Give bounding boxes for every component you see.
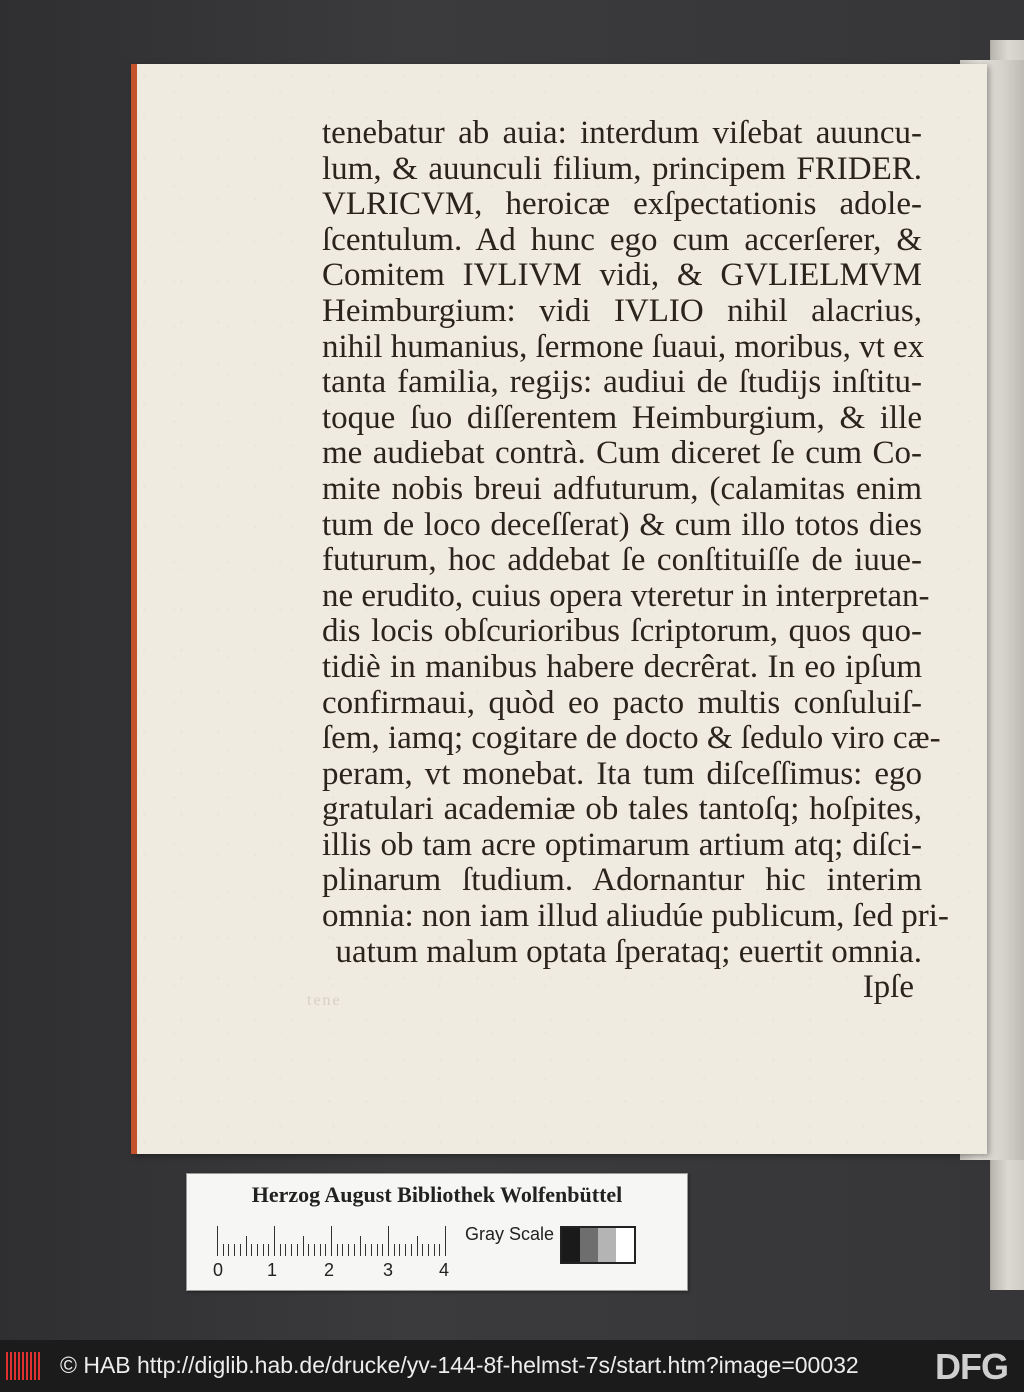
text-line: ſcentulum. Ad hunc ego cum accerſerer, & — [322, 221, 922, 258]
color-reference-card — [186, 1173, 688, 1291]
text-line: mite nobis breui adfuturum, (calamitas enim — [322, 470, 922, 507]
barcode-icon — [6, 1352, 44, 1380]
text-line: tanta familia, regijs: audiui de ſtudijs inſtitu- — [322, 364, 922, 401]
ruler-number-0: 0 — [213, 1260, 224, 1280]
ruler-tick — [394, 1244, 395, 1256]
library-name: Herzog August Bibliothek Wolfenbüttel — [251, 1182, 623, 1207]
ruler-tick — [246, 1236, 247, 1256]
ruler-tick — [268, 1244, 269, 1256]
source-url[interactable]: © HAB http://diglib.hab.de/drucke/yv-144-8f-helmst-7s/start.htm?image=00032 — [60, 1352, 859, 1378]
scale-ruler — [217, 1226, 447, 1256]
ruler-number-4: 4 — [439, 1260, 450, 1280]
ruler-tick — [388, 1226, 389, 1256]
text-line: tidiè in manibus habere decrêrat. In eo ipſum — [322, 648, 922, 685]
ruler-tick — [240, 1244, 241, 1256]
text-line: uatum malum optata ſperataq; euertit omnia. — [335, 933, 922, 970]
ruler-tick — [337, 1244, 338, 1256]
ruler-tick — [274, 1226, 275, 1256]
ruler-tick — [257, 1244, 258, 1256]
ruler-number-1: 1 — [267, 1260, 278, 1280]
gray-scale-swatches — [560, 1226, 636, 1264]
ruler-tick — [263, 1244, 264, 1256]
bleed-through-text: tene — [307, 992, 342, 1009]
text-line: ne erudito, cuius opera vteretur in interpretan- — [322, 577, 930, 614]
ruler-tick — [308, 1244, 309, 1256]
text-line: plinarum ſtudium. Adornantur hic interim — [322, 862, 922, 899]
ruler-tick — [228, 1244, 229, 1256]
ruler-tick — [399, 1244, 400, 1256]
gray-swatch — [580, 1228, 598, 1262]
text-line: gratulari academiæ ob tales tantoſq; hoſpites, — [322, 791, 922, 828]
text-line: futurum, hoc addebat ſe conſtituiſſe de iuue- — [322, 542, 922, 579]
page-text — [322, 115, 949, 1006]
ruler-tick — [342, 1244, 343, 1256]
footer-bar — [0, 1340, 1024, 1392]
ruler-tick — [234, 1244, 235, 1256]
ruler-tick — [348, 1244, 349, 1256]
ruler-tick — [439, 1244, 440, 1256]
ruler-tick — [365, 1244, 366, 1256]
catchword: Ipſe — [862, 969, 914, 1006]
text-line: toque ſuo diſſerentem Heimburgium, & ille — [322, 399, 922, 436]
ruler-tick — [445, 1226, 446, 1256]
ruler-tick — [382, 1244, 383, 1256]
text-line: tenebatur ab auia: interdum viſebat auuncu- — [322, 115, 922, 151]
ruler-tick — [371, 1244, 372, 1256]
ruler-tick — [223, 1244, 224, 1256]
ruler-tick — [411, 1244, 412, 1256]
ruler-tick — [325, 1244, 326, 1256]
text-line: omnia: non iam illud aliudúe publicum, ſed pri- — [322, 898, 949, 935]
book-page — [131, 64, 987, 1154]
text-line: lum, & auunculi filium, principem FRIDER. — [322, 150, 922, 187]
gray-swatch — [598, 1228, 616, 1262]
ruler-tick — [405, 1244, 406, 1256]
text-line: me audiebat contrà. Cum diceret ſe cum Co- — [322, 435, 922, 472]
text-line: peram, vt monebat. Ita tum diſceſſimus: ego — [322, 755, 922, 792]
text-line: Comitem IVLIVM vidi, & GVLIELMVM — [322, 257, 922, 294]
ruler-tick — [251, 1244, 252, 1256]
ruler-tick — [354, 1244, 355, 1256]
ruler-tick — [428, 1244, 429, 1256]
ruler-tick — [291, 1244, 292, 1256]
ruler-tick — [297, 1244, 298, 1256]
dfg-logo: DFG — [935, 1346, 1008, 1387]
text-line: ſem, iamq; cogitare de docto & ſedulo viro cæ- — [322, 720, 941, 757]
gray-scale-label: Gray Scale — [465, 1224, 555, 1244]
text-line: Heimburgium: vidi IVLIO nihil alacrius, — [322, 292, 922, 329]
gray-swatch — [616, 1228, 634, 1262]
gray-swatch — [562, 1228, 580, 1262]
ruler-tick — [217, 1226, 218, 1256]
ruler-tick — [303, 1236, 304, 1256]
ruler-tick — [314, 1244, 315, 1256]
ruler-tick — [320, 1244, 321, 1256]
text-line: VLRICVM, heroicæ exſpectationis adole- — [322, 186, 922, 223]
ruler-tick — [285, 1244, 286, 1256]
ruler-tick — [280, 1244, 281, 1256]
ruler-tick — [422, 1244, 423, 1256]
ruler-tick — [360, 1236, 361, 1256]
ruler-number-2: 2 — [324, 1260, 335, 1280]
text-line: confirmaui, quòd eo pacto multis conſuluiſ- — [322, 684, 922, 721]
text-line: nihil humanius, ſermone ſuaui, moribus, vt ex — [322, 328, 925, 365]
ruler-tick — [417, 1236, 418, 1256]
text-line: dis locis obſcurioribus ſcriptorum, quos quo- — [322, 613, 922, 650]
ruler-tick — [331, 1226, 332, 1256]
text-line: tum de loco deceſſerat) & cum illo totos dies — [322, 506, 922, 543]
text-line: illis ob tam acre optimarum artium atq; diſci- — [322, 826, 922, 863]
ruler-tick — [434, 1244, 435, 1256]
ruler-tick — [377, 1244, 378, 1256]
ruler-number-3: 3 — [383, 1260, 394, 1280]
